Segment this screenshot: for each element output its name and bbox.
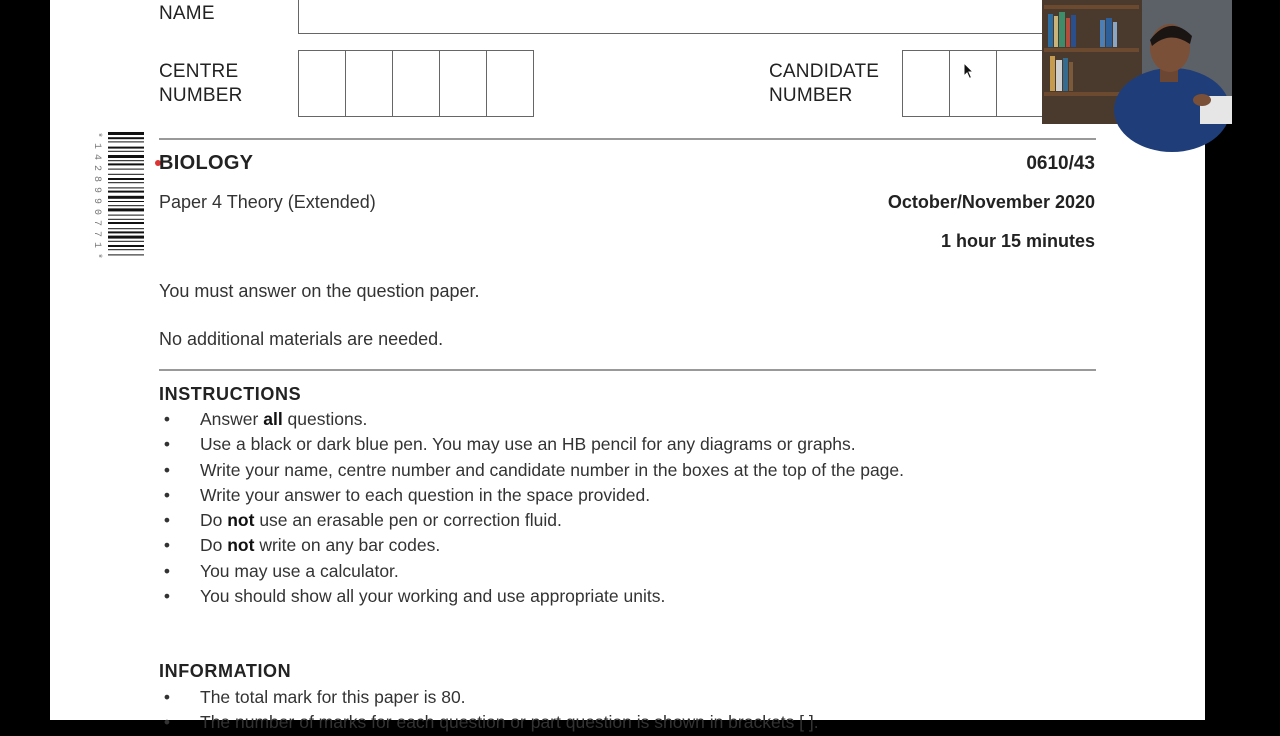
information-text: The total mark for this paper is 80. xyxy=(200,687,466,707)
candidate-number-box[interactable] xyxy=(902,50,950,117)
mouse-cursor-icon xyxy=(963,62,975,80)
bullet-icon: • xyxy=(163,712,171,733)
centre-number-box[interactable] xyxy=(345,50,393,117)
instruction-text: Answer all questions. xyxy=(200,409,368,429)
name-label: NAME xyxy=(159,3,215,24)
bullet-icon: • xyxy=(163,586,171,607)
candidate-number-label: CANDIDATE NUMBER xyxy=(769,61,880,106)
centre-number-box[interactable] xyxy=(392,50,440,117)
bullet-icon: • xyxy=(163,459,171,480)
subject-title: BIOLOGY xyxy=(159,152,254,174)
materials-note: No additional materials are needed. xyxy=(159,329,444,349)
answer-note: You must answer on the question paper. xyxy=(159,281,480,301)
presenter-webcam xyxy=(1042,0,1232,124)
centre-number-box[interactable] xyxy=(439,50,487,117)
information-text: The number of marks for each question or part question is shown in brackets [ ]. xyxy=(200,712,819,733)
paper-code: 0610/43 xyxy=(1026,153,1095,174)
instruction-text: Do not write on any bar codes. xyxy=(200,535,441,556)
exam-duration: 1 hour 15 minutes xyxy=(940,231,1095,251)
section-divider xyxy=(159,369,1096,371)
bullet-icon: • xyxy=(163,484,171,505)
name-field[interactable] xyxy=(298,0,1058,34)
bullet-icon: • xyxy=(163,434,171,455)
candidate-number-box[interactable] xyxy=(949,50,997,117)
exam-paper-page xyxy=(50,0,1205,733)
bullet-icon: • xyxy=(163,409,171,429)
instruction-text: You may use a calculator. xyxy=(200,560,399,581)
bullet-icon: • xyxy=(163,687,171,707)
instruction-text: Write your name, centre number and candidate number in the boxes at the top of the page. xyxy=(200,459,904,480)
centre-number-box[interactable] xyxy=(486,50,534,117)
instruction-text: Do not use an erasable pen or correction fluid. xyxy=(200,510,562,531)
instruction-text: You should show all your working and use appropriate units. xyxy=(200,586,666,607)
information-heading: INFORMATION xyxy=(159,661,292,681)
header-divider xyxy=(159,138,1096,140)
bullet-icon: • xyxy=(163,510,171,531)
bullet-icon: • xyxy=(163,535,171,556)
barcode xyxy=(100,130,144,352)
instruction-text: Use a black or dark blue pen. You may use an HB pencil for any diagrams or graphs. xyxy=(200,434,856,455)
centre-number-label: CENTRE NUMBER xyxy=(159,61,243,106)
barcode-digits: *1428990771* xyxy=(91,132,102,265)
centre-number-boxes[interactable] xyxy=(298,50,533,117)
instructions-heading: INSTRUCTIONS xyxy=(159,384,302,404)
candidate-number-box[interactable] xyxy=(996,50,1044,117)
centre-number-box[interactable] xyxy=(298,50,346,117)
instruction-text: Write your answer to each question in the space provided. xyxy=(200,484,651,505)
bullet-icon: • xyxy=(163,560,171,581)
exam-session: October/November 2020 xyxy=(887,192,1095,212)
paper-title: Paper 4 Theory (Extended) xyxy=(159,192,376,212)
